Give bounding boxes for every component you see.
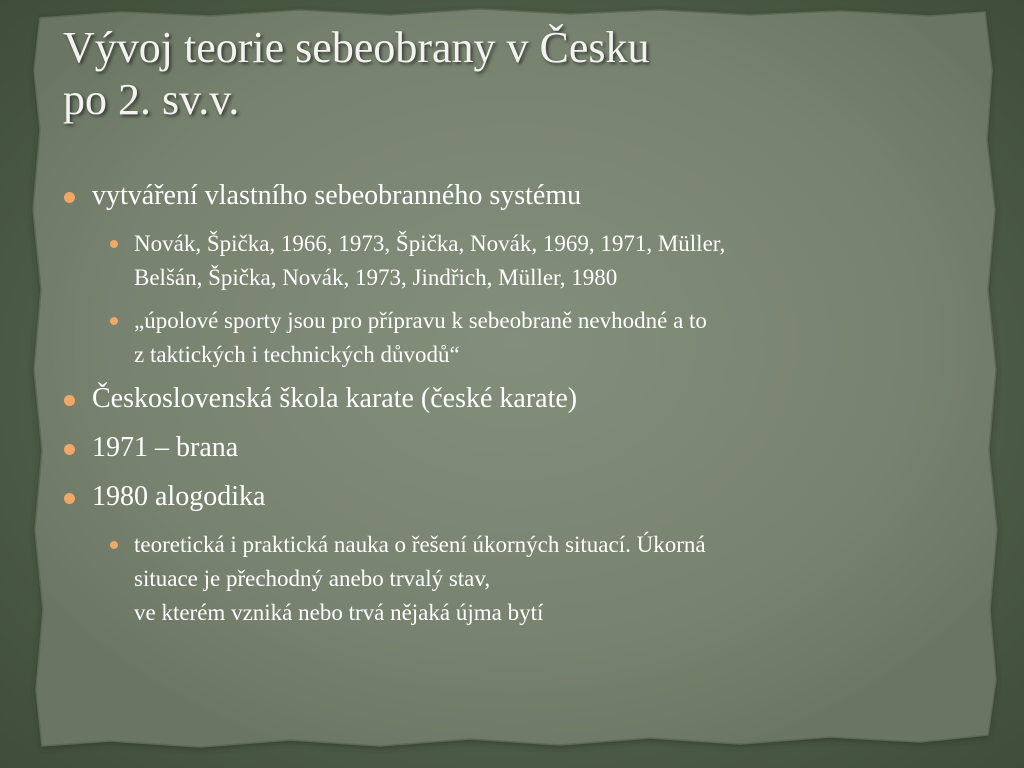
sub-list-item <box>64 528 954 630</box>
list-item-text: 1971 – brana <box>92 432 239 463</box>
slide-title <box>63 22 963 126</box>
bullet-icon <box>64 395 75 406</box>
title-line-2: po 2. sv.v. <box>63 75 240 124</box>
sub-list-item-text: Novák, Špička, 1966, 1973, Špička, Novák, 1969, 1971, Müller, <box>134 231 726 256</box>
bullet-icon <box>64 493 75 504</box>
bullet-icon <box>64 192 75 203</box>
list-item-text: 1980 alogodika <box>92 481 266 512</box>
sub-list-item <box>64 227 954 295</box>
list-item <box>64 479 954 515</box>
list-item-text: vytváření vlastního sebeobranného systému <box>92 180 582 211</box>
list-item <box>64 430 954 466</box>
list-item-text: Československá škola karate (české karate) <box>92 383 578 414</box>
sub-list-item-text: Belšán, Špička, Novák, 1973, Jindřich, Müller, 1980 <box>134 265 618 290</box>
list-item <box>64 178 954 214</box>
title-line-1: Vývoj teorie sebeobrany v Česku <box>63 23 650 72</box>
sub-list-item-text: ve kterém vzniká nebo trvá nějaká újma bytí <box>134 600 544 625</box>
sub-list-item-text: teoretická i praktická nauka o řešení úkorných situací. Úkorná <box>134 532 706 557</box>
sub-list-item-text: „úpolové sporty jsou pro přípravu k sebeobraně nevhodné a to <box>134 308 707 333</box>
list-item <box>64 381 954 417</box>
bullet-icon <box>110 240 118 248</box>
bullet-icon <box>110 317 118 325</box>
bullet-icon <box>64 444 75 455</box>
bullet-icon <box>110 541 118 549</box>
sub-list-item <box>64 304 954 372</box>
sub-list-item-text: z taktických i technických důvodů“ <box>134 342 460 367</box>
bullet-list <box>64 178 954 639</box>
sub-list-item-text: situace je přechodný anebo trvalý stav, <box>134 566 491 591</box>
